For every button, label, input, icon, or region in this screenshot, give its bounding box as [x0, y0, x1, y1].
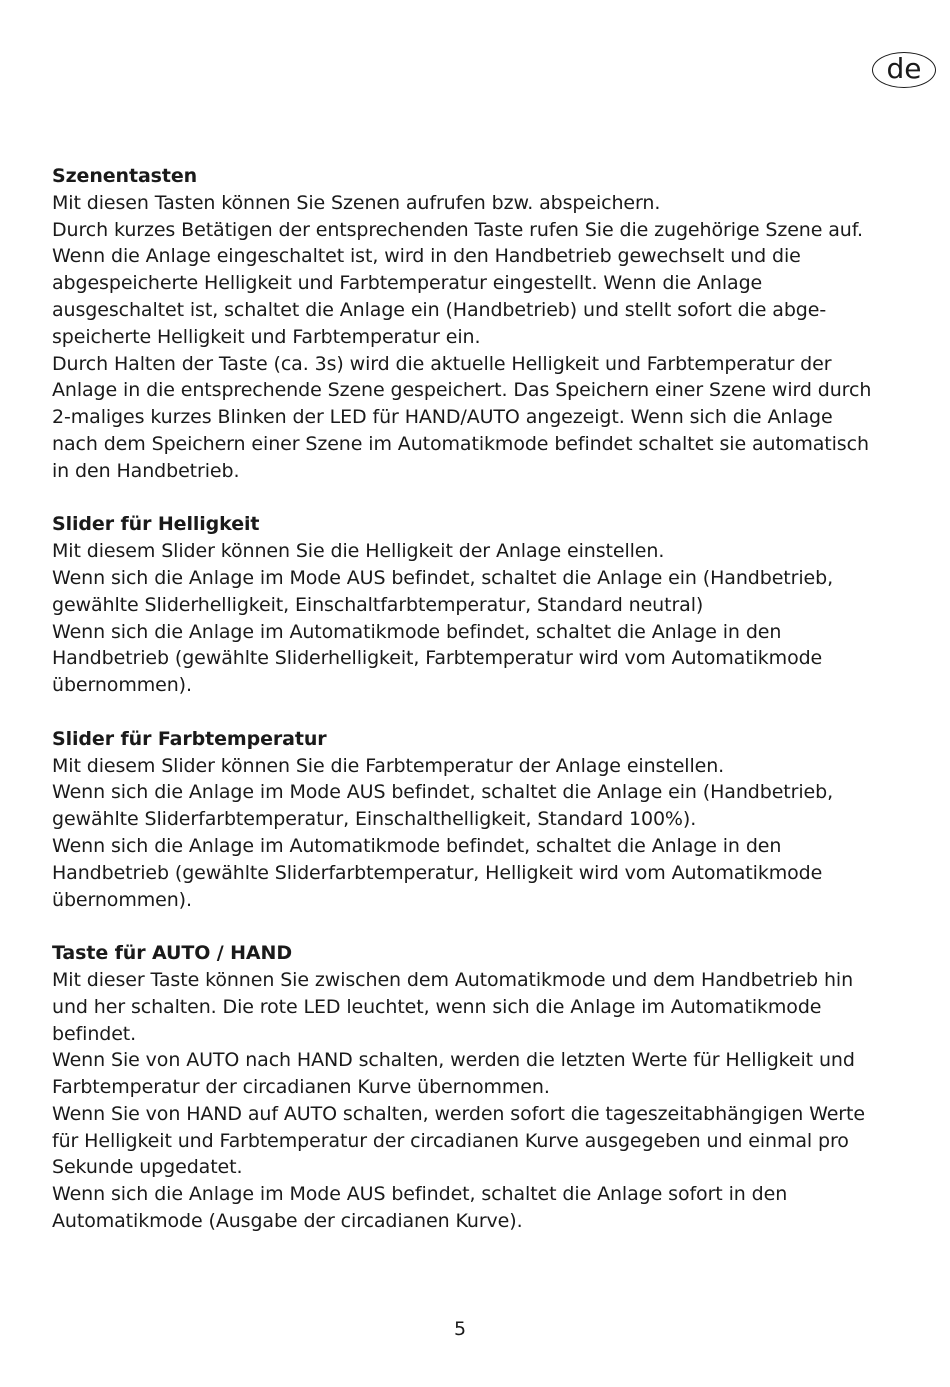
section-szenentasten [52, 163, 882, 485]
paragraph: Wenn sich die Anlage im Automatikmode befindet, schaltet die Anlage in den Handbetrieb (gewählte Sliderfarbtemperatur, Helligkeit wird vom Automatikmode übernommen). [52, 834, 823, 911]
section-slider-farbtemperatur [52, 726, 882, 914]
paragraph: Mit diesen Tasten können Sie Szenen aufrufen bzw. abspeichern. [52, 191, 661, 214]
language-badge: de [872, 52, 936, 88]
paragraph: Wenn sich die Anlage im Automatikmode befindet, schaltet die Anlage in den Handbetrieb (gewählte Sliderhelligkeit, Farbtemperatur wird vom Automatikmode übernommen). [52, 620, 823, 697]
document-body [52, 163, 882, 1262]
paragraph: Wenn Sie von HAND auf AUTO schalten, werden sofort die tageszeitabhängigen Werte für Helligkeit und Farbtemperatur der circadianen Kurve ausgegeben und einmal pro Sekunde upgedatet. [52, 1102, 865, 1179]
paragraph: Durch Halten der Taste (ca. 3s) wird die aktuelle Helligkeit und Farbtemperatur der Anlage in die entsprechende Szene gespeichert. Das Speichern einer Szene wird durch 2-maliges kurzes Blinken der LED für HAND/AUTO angezeigt. Wenn sich die Anlage nach dem Speichern einer Szene im Automatikmode befindet schaltet sie automatisch in den Handbetrieb. [52, 352, 872, 482]
section-title: Slider für Helligkeit [52, 513, 260, 536]
section-title: Slider für Farbtemperatur [52, 727, 327, 750]
paragraph: Wenn sich die Anlage im Mode AUS befindet, schaltet die Anlage sofort in den Automatikmode (Ausgabe der circadianen Kurve). [52, 1183, 788, 1233]
paragraph: Mit diesem Slider können Sie die Farbtemperatur der Anlage einstellen. [52, 754, 725, 777]
paragraph: Durch kurzes Betätigen der entsprechenden Taste rufen Sie die zugehörige Szene auf. Wenn die Anlage eingeschaltet ist, wird in den Handbetrieb gewechselt und die abgespeicherte Helligkeit und Farbtemperatur eingestellt. Wenn die Anlage ausgeschaltet ist, schaltet die Anlage ein (Handbetrieb) und stellt sofort die abge-speicherte Helligkeit und Farbtemperatur ein. [52, 218, 863, 348]
page-number: 5 [453, 1318, 467, 1340]
paragraph: Mit dieser Taste können Sie zwischen dem Automatikmode und dem Handbetrieb hin und her schalten. Die rote LED leuchtet, wenn sich die Anlage im Automatikmode befindet. [52, 968, 854, 1045]
paragraph: Wenn Sie von AUTO nach HAND schalten, werden die letzten Werte für Helligkeit und Farbtemperatur der circadianen Kurve übernommen. [52, 1049, 855, 1099]
section-slider-helligkeit [52, 511, 882, 699]
paragraph: Wenn sich die Anlage im Mode AUS befindet, schaltet die Anlage ein (Handbetrieb, gewählte Sliderfarbtemperatur, Einschalthelligkeit, Standard 100%). [52, 781, 834, 831]
section-title: Taste für AUTO / HAND [52, 942, 293, 965]
paragraph: Mit diesem Slider können Sie die Helligkeit der Anlage einstellen. [52, 540, 665, 563]
paragraph: Wenn sich die Anlage im Mode AUS befindet, schaltet die Anlage ein (Handbetrieb, gewählte Sliderhelligkeit, Einschaltfarbtemperatur, Standard neutral) [52, 566, 834, 616]
section-title: Szenentasten [52, 165, 198, 187]
section-taste-auto-hand [52, 940, 882, 1235]
